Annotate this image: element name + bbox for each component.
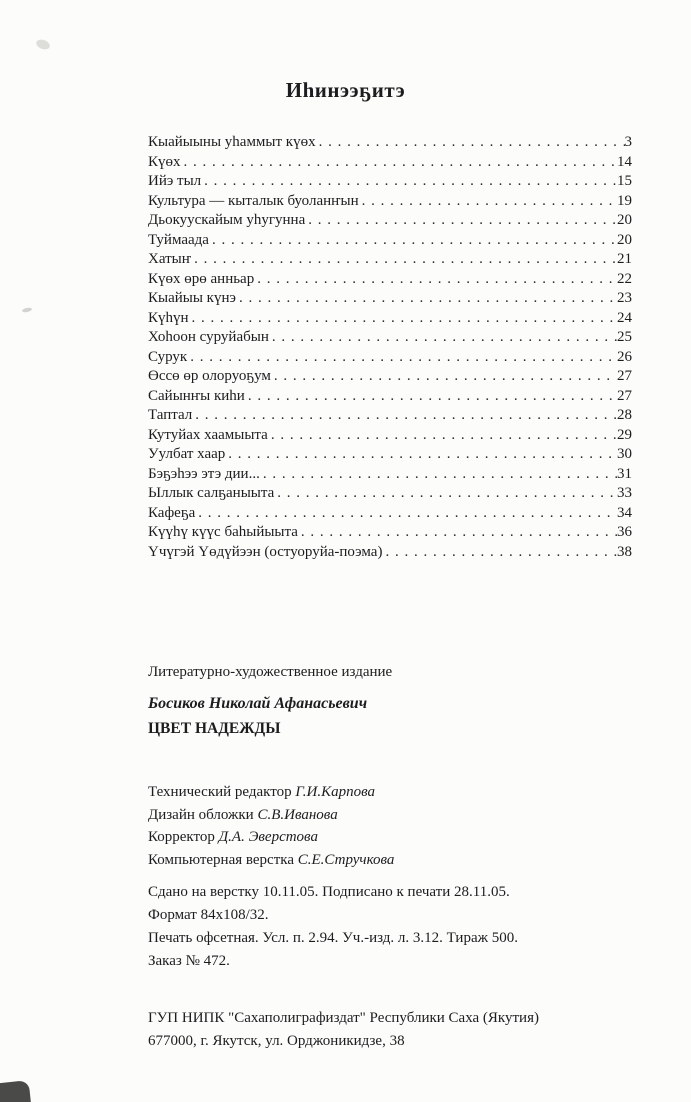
toc-entry bbox=[148, 270, 632, 290]
staff-name: Г.И.Карпова bbox=[295, 784, 375, 800]
toc-entry bbox=[148, 445, 632, 465]
toc-dot-leader bbox=[277, 484, 617, 504]
toc-page-number: 22 bbox=[617, 270, 632, 287]
toc-dot-leader bbox=[192, 309, 617, 329]
staff-role: Компьютерная верстка bbox=[148, 851, 294, 868]
print-info-line: Сдано на верстку 10.11.05. Подписано к печати 28.11.05. bbox=[148, 884, 510, 900]
toc-dot-leader bbox=[239, 289, 617, 309]
toc-entry-title: Хатыҥ bbox=[148, 251, 192, 267]
scan-artifact-left-middle bbox=[22, 307, 33, 313]
toc-page-number: 33 bbox=[617, 485, 632, 501]
toc-dot-leader bbox=[194, 250, 617, 270]
toc-entry bbox=[148, 250, 632, 270]
author-name: Босиков Николай Афанасьевич bbox=[148, 695, 368, 712]
toc-entry-title: Сурук bbox=[148, 348, 188, 365]
toc-entry bbox=[148, 172, 632, 192]
toc-dot-leader bbox=[319, 133, 625, 153]
toc-dot-leader bbox=[301, 523, 617, 543]
toc-entry-title: Ыллык салҕаныыта bbox=[148, 485, 275, 501]
toc-page-number: 38 bbox=[617, 543, 632, 560]
toc-dot-leader bbox=[195, 406, 617, 426]
toc-dot-leader bbox=[248, 387, 617, 407]
toc-dot-leader bbox=[272, 328, 617, 348]
print-info-line: Печать офсетная. Усл. п. 2.94. Уч.-изд. л. 3.12. Тираж 500. bbox=[148, 930, 518, 946]
toc-entry-title: Күөх bbox=[148, 153, 181, 170]
toc-entry bbox=[148, 465, 632, 485]
toc-entry-title: Кутуйах хаамыыта bbox=[148, 426, 268, 443]
toc-entry bbox=[148, 328, 632, 348]
staff-role: Технический редактор bbox=[148, 784, 292, 800]
toc-page-number: 31 bbox=[617, 465, 632, 482]
staff-name: С.В.Иванова bbox=[257, 806, 338, 823]
print-info-block bbox=[148, 881, 646, 973]
toc-page-number: 26 bbox=[617, 348, 632, 365]
toc-entry-title: Кыайыы күнэ bbox=[148, 290, 236, 306]
print-info-line: Формат 84х108/32. bbox=[148, 907, 269, 923]
toc-dot-leader bbox=[274, 367, 617, 387]
toc-page-number: 34 bbox=[617, 504, 632, 521]
toc-dot-leader bbox=[362, 192, 617, 212]
toc-entry bbox=[148, 192, 632, 212]
toc-entry-title: Хоһоон суруйабын bbox=[148, 329, 269, 345]
toc-page-number: 29 bbox=[617, 426, 632, 443]
staff-name: С.Е.Стручкова bbox=[297, 851, 395, 868]
toc-dot-leader bbox=[263, 465, 617, 485]
publisher-line: 677000, г. Якутск, ул. Орджоникидзе, 38 bbox=[148, 1033, 405, 1049]
edition-type: Литературно-художественное издание bbox=[148, 664, 393, 680]
toc-page-number: 30 bbox=[617, 446, 632, 462]
staff-role: Корректор bbox=[148, 829, 215, 845]
toc-entry bbox=[148, 406, 632, 426]
toc-dot-leader bbox=[228, 445, 617, 465]
toc-entry-title: Күүһү күүс баһыйыыта bbox=[148, 524, 298, 540]
book-title: ЦВЕТ НАДЕЖДЫ bbox=[148, 720, 281, 737]
toc-entry-title: Бэҕэһээ этэ дии... bbox=[148, 465, 260, 482]
publisher-line: ГУП НИПК "Сахаполиграфиздат" Республики Саха (Якутия) bbox=[148, 1010, 539, 1026]
toc-entry-title: Күөх өрө анньар bbox=[148, 270, 255, 287]
colophon bbox=[148, 662, 646, 1053]
toc-entry bbox=[148, 348, 632, 368]
scan-artifact-bottom-left bbox=[0, 1080, 31, 1102]
toc-entry bbox=[148, 484, 632, 504]
toc-dot-leader bbox=[204, 172, 617, 192]
toc-dot-leader bbox=[198, 504, 617, 524]
toc-entry bbox=[148, 153, 632, 173]
staff-line bbox=[148, 781, 646, 804]
toc-entry-title: Үчүгэй Үөдүйээн (остуоруйа-поэма) bbox=[148, 543, 383, 560]
toc-page-number: 27 bbox=[617, 387, 632, 404]
toc-entry-title: Культура — кыталык буоланҥын bbox=[148, 192, 359, 209]
toc-entry bbox=[148, 426, 632, 446]
table-of-contents bbox=[148, 133, 632, 562]
scan-artifact-top-left bbox=[35, 38, 51, 51]
toc-entry bbox=[148, 543, 632, 563]
staff-role: Дизайн обложки bbox=[148, 806, 254, 823]
toc-page-number: 3 bbox=[624, 134, 632, 150]
staff-name: Д.А. Эверстова bbox=[218, 829, 318, 845]
toc-page-number: 25 bbox=[617, 329, 632, 345]
toc-entry-title: Уулбат хаар bbox=[148, 446, 226, 462]
toc-entry-title: Өссө өр олоруоҕум bbox=[148, 368, 271, 384]
toc-entry bbox=[148, 504, 632, 524]
page-title: Иһинээҕитэ bbox=[285, 78, 406, 102]
toc-page-number: 19 bbox=[617, 192, 632, 209]
toc-entry bbox=[148, 387, 632, 407]
toc-dot-leader bbox=[257, 270, 617, 290]
toc-page-number: 23 bbox=[617, 290, 632, 306]
toc-entry bbox=[148, 211, 632, 231]
toc-page-number: 28 bbox=[617, 407, 632, 423]
toc-entry-title: Кафеҕа bbox=[148, 504, 196, 521]
toc-entry-title: Сайынҥы киһи bbox=[148, 387, 245, 404]
toc-entry-title: Кыайыыны уһаммыт күөх bbox=[148, 134, 316, 150]
toc-page-number: 14 bbox=[617, 153, 632, 170]
staff-block bbox=[148, 781, 646, 871]
toc-dot-leader bbox=[190, 348, 617, 368]
toc-entry bbox=[148, 309, 632, 329]
toc-page-number: 21 bbox=[617, 251, 632, 267]
toc-entry-title: Дьокуускайым уһугунна bbox=[148, 212, 306, 228]
toc-page-number: 20 bbox=[617, 212, 632, 228]
toc-dot-leader bbox=[184, 153, 617, 173]
toc-entry-title: Таптал bbox=[148, 407, 193, 423]
toc-entry-title: Туймаада bbox=[148, 231, 209, 248]
toc-entry bbox=[148, 231, 632, 251]
toc-page-number: 36 bbox=[617, 524, 632, 540]
staff-line bbox=[148, 804, 646, 827]
publisher-block bbox=[148, 1007, 646, 1053]
print-info-line: Заказ № 472. bbox=[148, 953, 230, 969]
toc-entry bbox=[148, 523, 632, 543]
toc-dot-leader bbox=[271, 426, 617, 446]
toc-entry bbox=[148, 367, 632, 387]
toc-entry-title: Ийэ тыл bbox=[148, 173, 202, 189]
toc-page-number: 15 bbox=[617, 173, 632, 189]
toc-entry bbox=[148, 289, 632, 309]
toc-dot-leader bbox=[385, 543, 617, 563]
toc-page-number: 24 bbox=[617, 309, 632, 326]
toc-dot-leader bbox=[212, 231, 617, 251]
toc-entry-title: Күһүн bbox=[148, 309, 189, 326]
staff-line bbox=[148, 849, 646, 872]
staff-line bbox=[148, 826, 646, 849]
toc-entry bbox=[148, 133, 632, 153]
toc-page-number: 20 bbox=[617, 231, 632, 248]
toc-page-number: 27 bbox=[617, 368, 632, 384]
toc-dot-leader bbox=[308, 211, 617, 231]
